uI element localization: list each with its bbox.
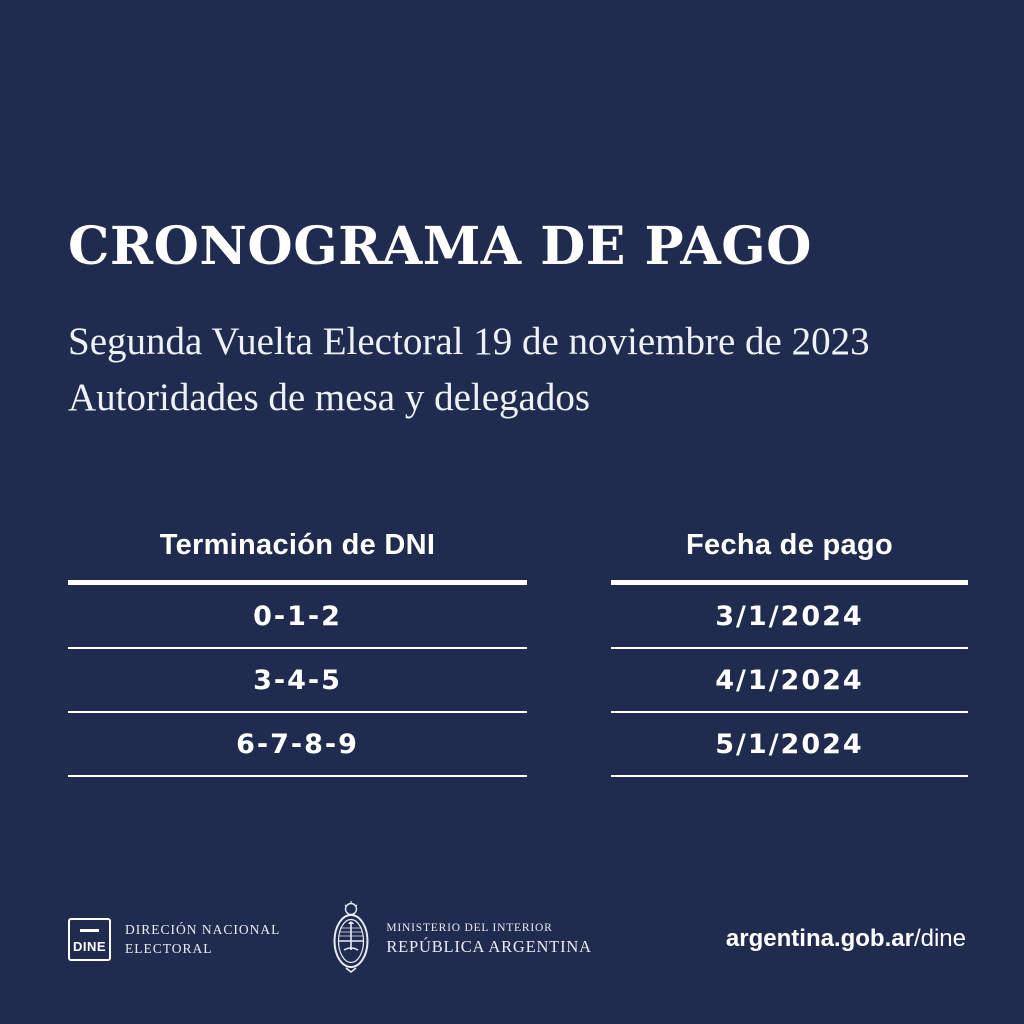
ministry-name xyxy=(386,922,591,957)
dni-group-value: 3-4-5 xyxy=(253,664,342,696)
dine-logo-icon xyxy=(68,918,111,961)
dine-logo-label: DINE xyxy=(72,939,107,954)
table-row xyxy=(611,713,968,777)
dni-group-value: 6-7-8-9 xyxy=(236,728,359,760)
subtitle xyxy=(68,314,870,426)
dine-logo-bar xyxy=(80,929,99,933)
website-url-path: /dine xyxy=(913,925,966,952)
subtitle-line-2: Autoridades de mesa y delegados xyxy=(68,376,591,419)
column-payment-date xyxy=(611,530,968,777)
payment-date-value: 5/1/2024 xyxy=(715,728,864,760)
dine-org-name-line-2: ELECTORAL xyxy=(125,941,213,956)
table-row xyxy=(611,585,968,649)
ministry-line-1: MINISTERIO DEL INTERIOR xyxy=(386,921,553,934)
dni-group-value: 0-1-2 xyxy=(253,600,342,632)
footer xyxy=(68,900,966,978)
table-row xyxy=(68,713,527,777)
subtitle-line-1: Segunda Vuelta Electoral 19 de noviembre de 2023 xyxy=(68,320,870,363)
ministry-line-2: REPÚBLICA ARGENTINA xyxy=(386,936,592,956)
payment-schedule-table xyxy=(68,530,968,777)
column-header-date: Fecha de pago xyxy=(611,530,968,585)
column-header-dni: Terminación de DNI xyxy=(68,530,527,585)
argentina-coat-of-arms-icon xyxy=(326,898,376,981)
website-url-domain: argentina.gob.ar xyxy=(725,925,914,952)
dine-org-name-line-1: DIRECIÓN NACIONAL xyxy=(125,922,281,937)
table-row xyxy=(68,649,527,713)
dine-org-name xyxy=(125,920,280,958)
page-title: CRONOGRAMA DE PAGO xyxy=(68,216,812,277)
table-row xyxy=(68,585,527,649)
payment-date-value: 3/1/2024 xyxy=(715,600,864,632)
column-dni-termination xyxy=(68,530,527,777)
payment-date-value: 4/1/2024 xyxy=(715,664,864,696)
table-row xyxy=(611,649,968,713)
website-url xyxy=(726,925,966,953)
